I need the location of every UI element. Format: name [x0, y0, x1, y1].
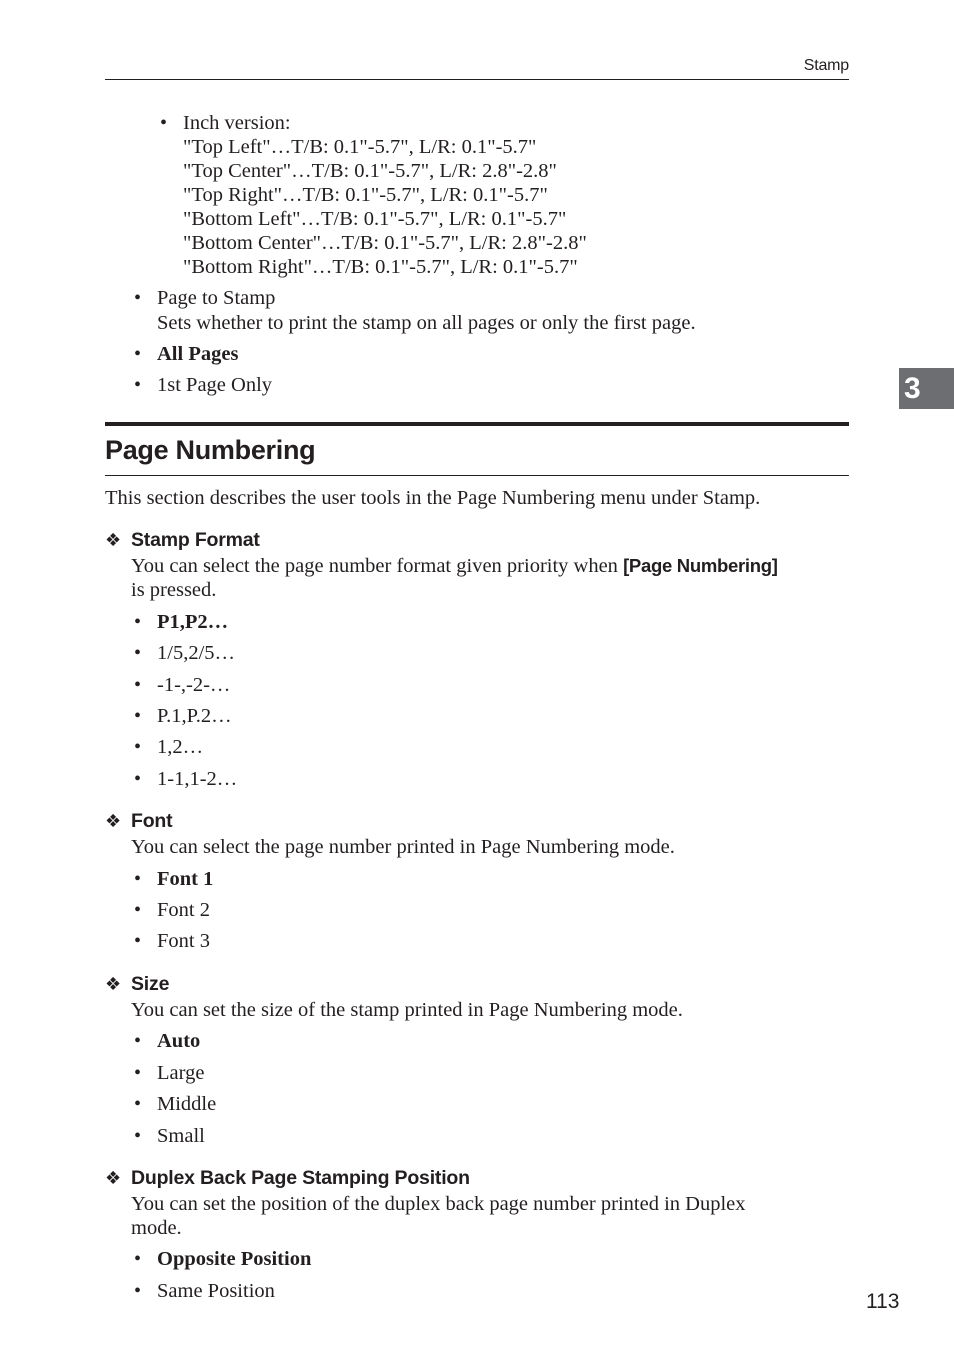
section-rule [105, 475, 849, 476]
heading-label: Stamp Format [131, 529, 260, 551]
inch-version-line: "Top Left"…T/B: 0.1"-5.7", L/R: 0.1"-5.7" [183, 136, 537, 158]
stamp-format-description [131, 554, 778, 578]
bullet-icon: • [134, 1093, 142, 1115]
bullet-icon: • [134, 343, 142, 365]
option-default: Opposite Position [157, 1248, 312, 1270]
description-text: You can select the page number format given priority when [131, 555, 624, 577]
diamond-icon: ❖ [105, 1168, 121, 1188]
option: Same Position [157, 1280, 275, 1302]
font-heading [105, 809, 172, 833]
option: 1st Page Only [157, 374, 273, 396]
option: P.1,P.2… [157, 705, 232, 727]
page-numbering-key: [Page Numbering] [623, 555, 778, 576]
stamp-format-heading [105, 528, 260, 552]
heading-label: Size [131, 973, 170, 995]
option-default: Font 1 [157, 868, 214, 890]
bullet-icon: • [134, 1280, 142, 1302]
inch-version-title: Inch version: [183, 112, 291, 134]
bullet-icon: • [134, 930, 142, 952]
option: 1-1,1-2… [157, 768, 238, 790]
option: Font 3 [157, 930, 210, 952]
bullet-icon: • [134, 287, 142, 309]
duplex-heading [105, 1166, 470, 1190]
option: 1/5,2/5… [157, 642, 236, 664]
diamond-icon: ❖ [105, 974, 121, 994]
section-title: Page Numbering [105, 435, 316, 465]
chapter-tab: 3 [899, 368, 954, 409]
heading-label: Font [131, 810, 173, 832]
size-heading [105, 972, 169, 996]
diamond-icon: ❖ [105, 530, 121, 550]
option-default: Auto [157, 1030, 201, 1052]
bullet-icon: • [134, 899, 142, 921]
option: Font 2 [157, 899, 210, 921]
option: Large [157, 1062, 205, 1084]
bullet-icon: • [134, 611, 142, 633]
section-intro: This section describes the user tools in the Page Numbering menu under Stamp. [105, 487, 761, 509]
bullet-icon: • [160, 112, 168, 134]
bullet-icon: • [134, 1030, 142, 1052]
page-number: 113 [866, 1290, 900, 1313]
bullet-icon: • [134, 642, 142, 664]
bullet-icon: • [134, 1125, 142, 1147]
header-rule [105, 79, 849, 80]
duplex-description-cont: mode. [131, 1217, 182, 1239]
bullet-icon: • [134, 868, 142, 890]
bullet-icon: • [134, 736, 142, 758]
inch-version-line: "Bottom Left"…T/B: 0.1"-5.7", L/R: 0.1"-5.7" [183, 208, 567, 230]
option-default: All Pages [157, 343, 239, 365]
diamond-icon: ❖ [105, 811, 121, 831]
size-description: You can set the size of the stamp printed in Page Numbering mode. [131, 999, 683, 1021]
bullet-icon: • [134, 374, 142, 396]
bullet-icon: • [134, 674, 142, 696]
bullet-icon: • [134, 768, 142, 790]
heading-label: Duplex Back Page Stamping Position [131, 1167, 470, 1189]
option: Middle [157, 1093, 217, 1115]
duplex-description: You can set the position of the duplex back page number printed in Duplex [131, 1193, 746, 1215]
page-to-stamp-title: Page to Stamp [157, 287, 276, 309]
option: -1-,-2-… [157, 674, 231, 696]
page-to-stamp-description: Sets whether to print the stamp on all pages or only the first page. [157, 312, 696, 334]
inch-version-line: "Bottom Right"…T/B: 0.1"-5.7", L/R: 0.1"-5.7" [183, 256, 578, 278]
stamp-format-description-cont: is pressed. [131, 579, 217, 601]
inch-version-line: "Top Center"…T/B: 0.1"-5.7", L/R: 2.8"-2.8" [183, 160, 557, 182]
option: Small [157, 1125, 205, 1147]
inch-version-line: "Bottom Center"…T/B: 0.1"-5.7", L/R: 2.8"-2.8" [183, 232, 587, 254]
bullet-icon: • [134, 1248, 142, 1270]
bullet-icon: • [134, 1062, 142, 1084]
running-header: Stamp [803, 57, 849, 74]
inch-version-line: "Top Right"…T/B: 0.1"-5.7", L/R: 0.1"-5.7" [183, 184, 548, 206]
bullet-icon: • [134, 705, 142, 727]
section-rule [105, 422, 849, 426]
font-description: You can select the page number printed in Page Numbering mode. [131, 836, 675, 858]
option-default: P1,P2… [157, 611, 229, 633]
option: 1,2… [157, 736, 204, 758]
